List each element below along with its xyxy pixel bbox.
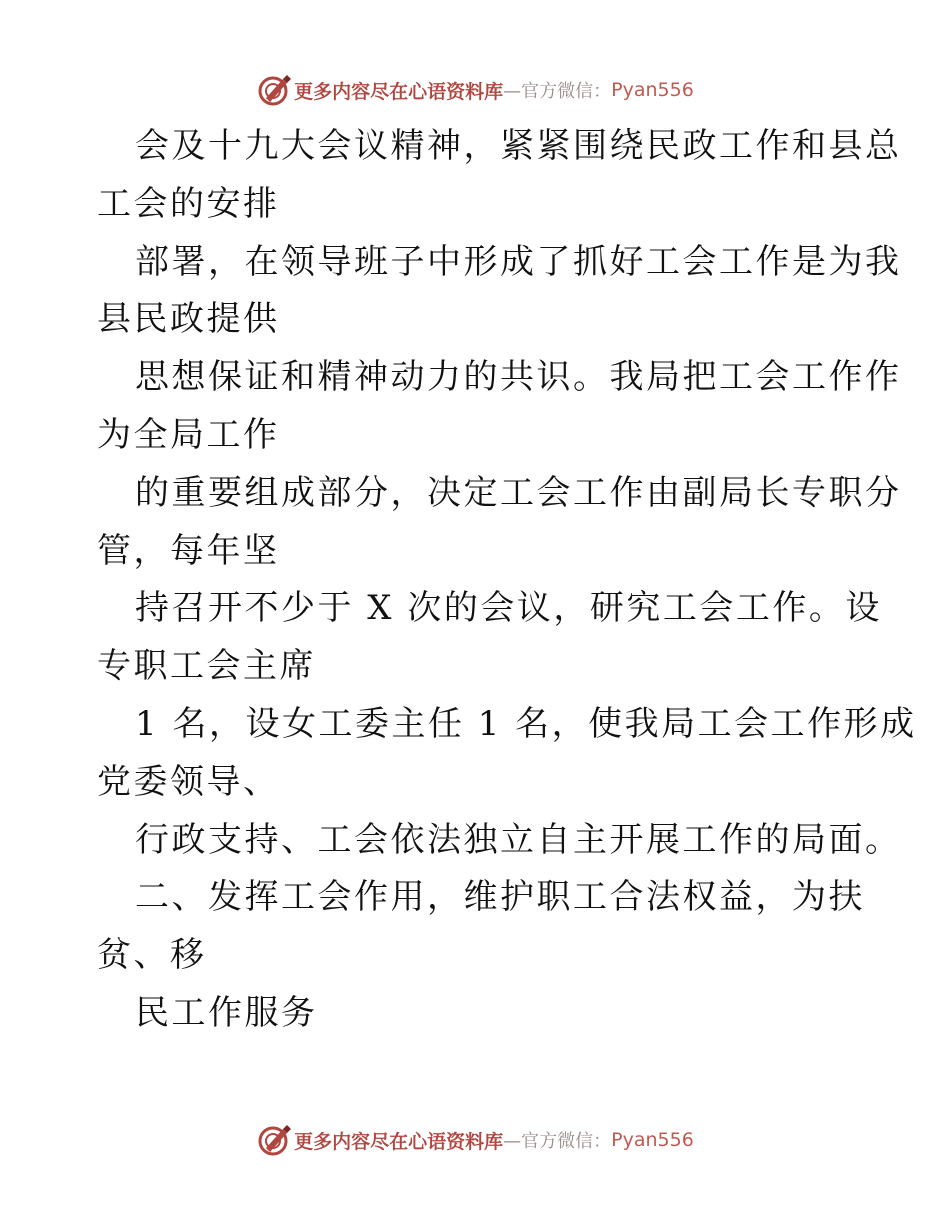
header-watermark	[0, 70, 950, 110]
pen-logo-icon	[256, 1122, 292, 1158]
body-line: 工会的安排	[97, 183, 280, 224]
watermark-wechat-id: Pyan556	[611, 79, 694, 101]
body-line: 持召开不少于 X 次的会议，研究工会工作。设	[135, 588, 882, 629]
document-body	[97, 118, 917, 1043]
body-line: 行政支持、工会依法独立自主开展工作的局面。	[135, 819, 902, 860]
watermark-wechat-id: Pyan556	[611, 1129, 694, 1151]
body-line: 贫、移	[97, 935, 207, 976]
body-line: 管，每年坚	[97, 530, 280, 571]
pen-logo-icon	[256, 72, 292, 108]
body-line: 部署，在领导班子中形成了抓好工会工作是为我	[135, 241, 902, 282]
body-line: 思想保证和精神动力的共识。我局把工会工作作	[135, 357, 902, 398]
body-line: 的重要组成部分，决定工会工作由副局长专职分	[135, 472, 902, 513]
body-line: 党委领导、	[97, 761, 280, 802]
watermark-main-text: 更多内容尽在心语资料库	[294, 1130, 504, 1153]
body-line: 民工作服务	[135, 992, 318, 1033]
footer-watermark	[0, 1120, 950, 1160]
body-line: 会及十九大会议精神，紧紧围绕民政工作和县总	[135, 126, 902, 166]
watermark-sub-text: —官方微信：	[503, 81, 612, 102]
watermark-main-text: 更多内容尽在心语资料库	[294, 80, 504, 103]
watermark-sub-text: —官方微信：	[503, 1131, 612, 1152]
body-line: 县民政提供	[97, 299, 280, 340]
body-line: 为全局工作	[97, 414, 280, 455]
body-line: 1 名，设女工委主任 1 名，使我局工会工作形成	[135, 703, 917, 744]
section-heading-line: 二、发挥工会作用，维护职工合法权益，为扶	[135, 877, 865, 918]
body-line: 专职工会主席	[97, 646, 316, 687]
